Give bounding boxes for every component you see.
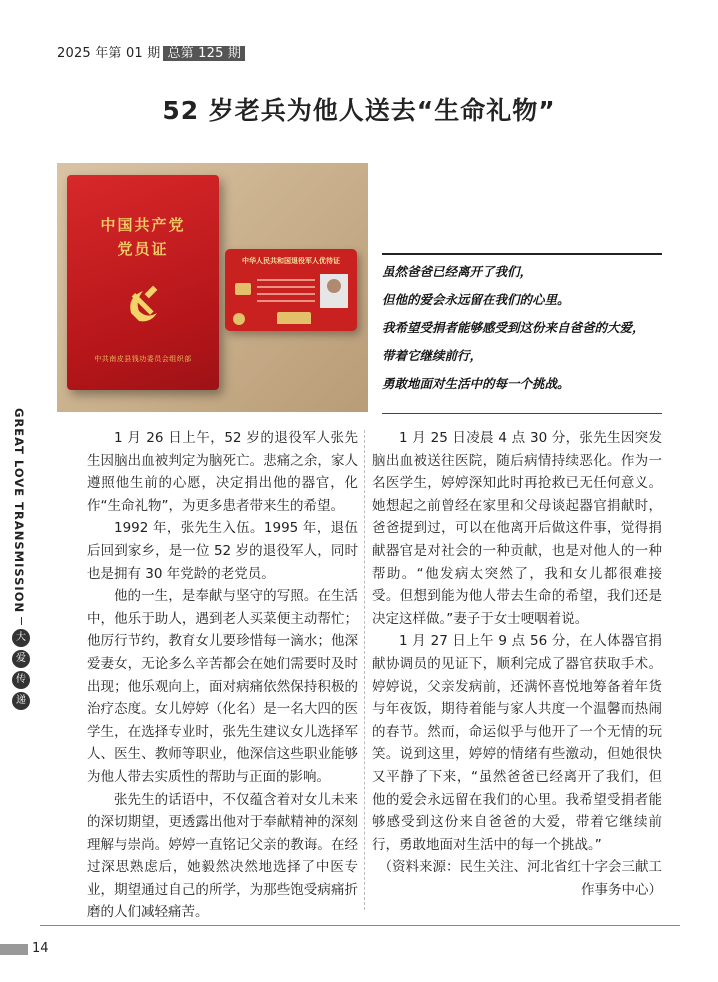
body-paragraph: 1 月 26 日上午，52 岁的退役军人张先生因脑出血被判定为脑死亡。悲痛之余，家人遵照他生前的心愿，决定捐出他的器官，化作“生命礼物”，为更多患者带来生的希望。 [87,430,358,514]
book-footer-text: 中共南皮县钱功委员会组织部 [94,355,192,363]
quote-line: 但他的爱会永远留在我们的心里。 [382,292,570,307]
quote-line: 虽然爸爸已经离开了我们， [382,264,533,279]
body-paragraph: 张先生的话语中，不仅蕴含着对女儿未来的深切期望，更透露出他对于奉献精神的深刻理解与崇尚。婷婷一直铭记父亲的教诲。在经过深思熟虑后，她毅然决然地选择了中医专业，期望通过自己的所学，为那些饱受病痛折磨的人们减轻痛苦。 [87,791,358,921]
quote-line: 带着它继续前行， [382,348,483,363]
body-paragraph: 1 月 27 日上午 9 点 56 分，在人体器官捐献协调员的见证下，顺利完成了器官获取手术。婷婷说，父亲发病前，还满怀喜悦地筹备着年货与年夜饭，期待着能与家人共度一个温馨而热闹的春节。然而，命运似乎与他开了一个无情的玩笑。说到这里，婷婷的情绪有些激动，但她很快又平静了下来，“虽然爸爸已经离开了我们，但他的爱会永远留在我们的心里。我希望受捐者能够感受到这份来自爸爸的大爱，带着它继续前行，勇敢地面对生活中的每一个挑战。” [372,633,662,853]
card-info-lines [257,279,315,307]
body-column-right [372,427,662,901]
article-title: 52 岁老兵为他人送去“生命礼物” [162,96,556,125]
body-paragraph: 1992 年，张先生入伍。1995 年，退伍后回到家乡，是一位 52 岁的退役军人，同时也是拥有 30 年党龄的老党员。 [87,520,358,582]
folio-bar [0,944,28,955]
card-portrait [320,274,348,308]
section-char: 爱 [12,650,30,668]
book-title-line1: 中国共产党 [100,216,186,234]
article-photo [57,163,368,412]
page-number: 14 [32,941,49,956]
section-sidebar [12,408,32,713]
issue-label [57,42,245,61]
party-membership-book [67,175,219,390]
quote-line: 勇敢地面对生活中的每一个挑战。 [382,376,570,391]
body-paragraph: 1 月 25 日凌晨 4 点 30 分，张先生因突发脑出血被送往医院，随后病情持续恶化。作为一名医学生，婷婷深知此时再抢救已无任何意义。她想起之前曾经在家里和父母谈起器官捐献时，爸爸提到过，可以在他离开后做这件事，觉得捐献器官是对社会的一种贡献，也是对他人的一种帮助。“他发病太突然了，我和女儿都很难接受。但想到能为他人带去生命的希望，我们还是决定这样做。”妻子于女士哽咽着说。 [372,430,662,627]
section-name-cn [12,629,32,710]
footer-rule [40,925,680,926]
body-column-left [87,427,358,924]
card-title: 中华人民共和国退役军人优待证 [242,257,340,265]
card-chip-icon [235,283,251,295]
pull-quote [382,253,662,414]
issue-total-badge: 总第 125 期 [163,46,245,61]
tiananmen-icon [277,312,311,324]
column-divider [364,430,365,910]
section-char: 大 [12,629,30,647]
section-name-en: GREAT LOVE TRANSMISSION [12,408,26,614]
emblem-icon [233,313,245,325]
veteran-card [225,249,357,331]
section-char: 递 [12,692,30,710]
book-cover-title [67,213,219,261]
body-paragraph: 他的一生，是奉献与坚守的写照。在生活中，他乐于助人，遇到老人买菜便主动帮忙；他厉行节约，教育女儿要珍惜每一滴水；他深爱妻女，无论多么辛苦都会在她们需要时及时出现；他乐观向上，面对病痛依然保持积极的治疗态度。女儿婷婷（化名）是一名大四的医学生，在选择专业时，张先生建议女儿选择军人、医生、教师等职业，他深信这些职业能够为他人带去实质性的帮助与正面的影响。 [87,588,358,785]
issue-number: 2025 年第 01 期 [57,46,161,61]
sidebar-divider [21,617,22,625]
section-char: 传 [12,671,30,689]
book-title-line2: 党员证 [117,240,169,258]
quote-line: 我希望受捐者能够感受到这份来自爸爸的大爱， [382,320,645,335]
hammer-sickle-icon [121,283,165,327]
source-note: （资料来源：民生关注、河北省红十字会三献工作事务中心） [378,859,662,898]
